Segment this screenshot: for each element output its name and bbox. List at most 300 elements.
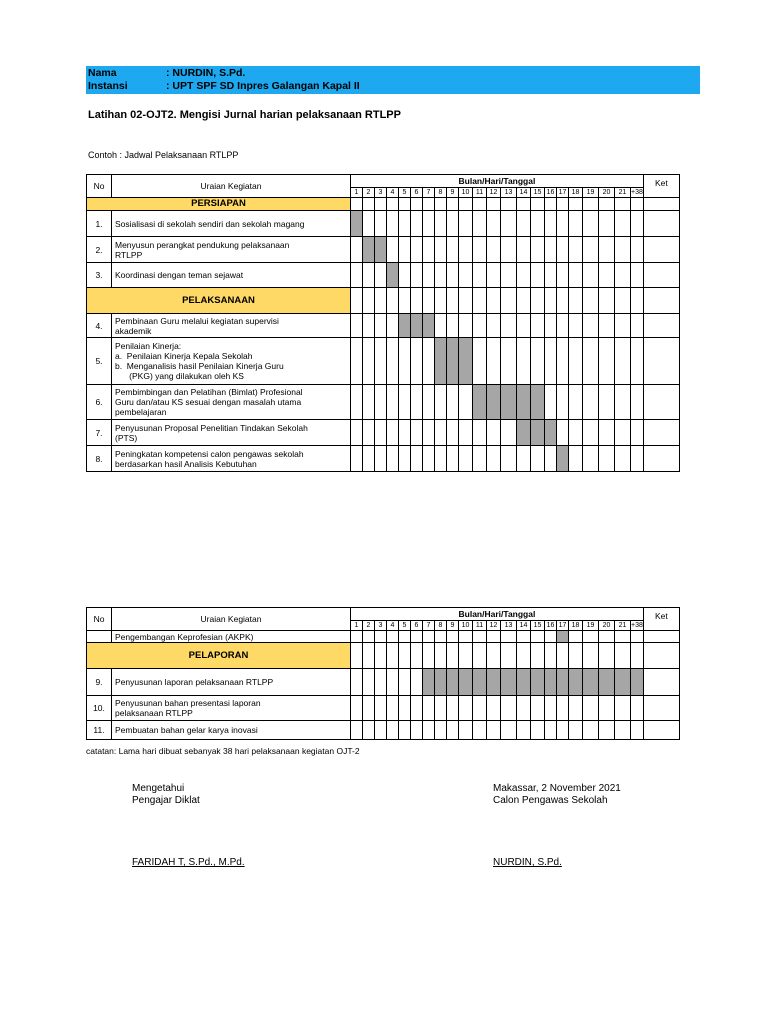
schedule-cell: [447, 696, 459, 721]
schedule-cell: [501, 263, 517, 288]
schedule-cell-filled: [501, 385, 517, 420]
day-header: 18: [569, 188, 583, 198]
activity-description: [112, 669, 351, 696]
schedule-cell: [399, 288, 411, 314]
schedule-cell: [423, 643, 435, 669]
row-number: 3.: [87, 263, 112, 288]
schedule-cell: [351, 696, 363, 721]
schedule-cell: [387, 338, 399, 385]
schedule-cell: [501, 696, 517, 721]
day-header: 2: [363, 188, 375, 198]
schedule-cell: [569, 338, 583, 385]
schedule-cell: [599, 237, 615, 263]
row-number: 8.: [87, 446, 112, 472]
schedule-cell: [631, 237, 644, 263]
schedule-cell: [501, 314, 517, 338]
note-text: catatan: Lama hari dibuat sebanyak 38 hari pelaksanaan kegiatan OJT-2: [86, 746, 360, 756]
schedule-cell: [631, 263, 644, 288]
example-caption: Contoh : Jadwal Pelaksanaan RTLPP: [88, 150, 239, 160]
schedule-cell: [531, 446, 545, 472]
schedule-cell: [435, 198, 447, 211]
schedule-cell-filled: [487, 669, 501, 696]
schedule-cell: [459, 263, 473, 288]
schedule-cell: [375, 420, 387, 446]
schedule-cell: [473, 237, 487, 263]
schedule-cell: [615, 314, 631, 338]
schedule-cell: [387, 198, 399, 211]
schedule-cell: [517, 263, 531, 288]
schedule-cell: [569, 263, 583, 288]
ket-cell: [643, 631, 679, 643]
schedule-cell: [501, 211, 517, 237]
row-number: 9.: [87, 669, 112, 696]
schedule-cell: [473, 721, 487, 740]
activity-line: Penilaian Kinerja:: [115, 341, 182, 351]
activity-row: [87, 696, 680, 721]
schedule-cell-filled: [363, 237, 375, 263]
schedule-cell: [423, 288, 435, 314]
schedule-cell: [531, 721, 545, 740]
schedule-cell: [399, 669, 411, 696]
schedule-cell: [569, 314, 583, 338]
schedule-cell: [557, 721, 569, 740]
ket-cell: [643, 696, 679, 721]
row-number: 5.: [87, 338, 112, 385]
schedule-cell: [599, 446, 615, 472]
schedule-cell: [423, 211, 435, 237]
schedule-cell: [631, 198, 644, 211]
schedule-cell: [459, 288, 473, 314]
schedule-cell-filled: [447, 669, 459, 696]
day-header: 21: [615, 188, 631, 198]
schedule-cell: [399, 263, 411, 288]
day-header: 6: [411, 188, 423, 198]
schedule-cell: [447, 211, 459, 237]
schedule-cell: [631, 211, 644, 237]
day-header: 13: [501, 621, 517, 631]
schedule-cell: [411, 420, 423, 446]
schedule-cell: [599, 420, 615, 446]
schedule-cell-filled: [599, 669, 615, 696]
schedule-cell: [517, 338, 531, 385]
schedule-cell: [583, 338, 599, 385]
schedule-cell-filled: [557, 669, 569, 696]
schedule-cell: [631, 338, 644, 385]
activity-row: [87, 314, 680, 338]
schedule-cell: [501, 288, 517, 314]
schedule-cell-filled: [501, 669, 517, 696]
schedule-cell: [583, 643, 599, 669]
schedule-cell: [351, 198, 363, 211]
day-header: 9: [447, 188, 459, 198]
day-header: 5: [399, 621, 411, 631]
schedule-cell: [363, 288, 375, 314]
schedule-cell: [447, 446, 459, 472]
activity-line: Koordinasi dengan teman sejawat: [115, 270, 244, 280]
activity-line: Pengembangan Keprofesian (AKPK): [115, 631, 254, 642]
schedule-cell: [501, 338, 517, 385]
schedule-cell: [387, 669, 399, 696]
day-header: 8: [435, 188, 447, 198]
nama-value: : NURDIN, S.Pd.: [166, 67, 246, 79]
schedule-cell: [363, 338, 375, 385]
schedule-cell: [375, 338, 387, 385]
schedule-cell: [615, 643, 631, 669]
schedule-cell: [363, 420, 375, 446]
uraian-header: Uraian Kegiatan: [112, 608, 351, 631]
schedule-cell: [363, 385, 375, 420]
row-number: [87, 631, 112, 643]
signature-right-line2: Calon Pengawas Sekolah: [493, 795, 608, 806]
activity-description: [112, 314, 351, 338]
activity-line: Penyusunan Proposal Penelitian Tindakan Sekolah: [115, 422, 308, 433]
schedule-cell: [447, 288, 459, 314]
schedule-cell: [487, 263, 501, 288]
row-number: 2.: [87, 237, 112, 263]
schedule-cell: [517, 211, 531, 237]
schedule-cell-filled: [545, 420, 557, 446]
schedule-cell: [631, 631, 644, 643]
schedule-cell-filled: [459, 338, 473, 385]
schedule-cell: [583, 696, 599, 721]
activity-row: [87, 631, 680, 643]
schedule-cell: [583, 288, 599, 314]
schedule-cell: [599, 198, 615, 211]
activity-line: Penyusunan laporan pelaksanaan RTLPP: [115, 677, 274, 687]
schedule-cell: [569, 211, 583, 237]
schedule-cell: [435, 314, 447, 338]
schedule-cell: [387, 446, 399, 472]
schedule-cell: [615, 696, 631, 721]
schedule-cell: [447, 721, 459, 740]
day-header: 12: [487, 621, 501, 631]
schedule-cell: [557, 263, 569, 288]
schedule-cell: [387, 237, 399, 263]
schedule-cell: [351, 288, 363, 314]
schedule-cell: [375, 211, 387, 237]
activity-description: [112, 211, 351, 237]
schedule-cell: [435, 211, 447, 237]
schedule-cell: [615, 385, 631, 420]
schedule-cell: [599, 696, 615, 721]
schedule-cell: [459, 198, 473, 211]
schedule-cell: [545, 237, 557, 263]
ket-cell: [643, 446, 679, 472]
activity-line: Guru dan/atau KS sesuai dengan masalah utama: [115, 397, 302, 407]
day-header: 8: [435, 621, 447, 631]
schedule-cell: [399, 696, 411, 721]
activity-description: [112, 385, 351, 420]
row-number: 4.: [87, 314, 112, 338]
instansi-value: : UPT SPF SD Inpres Galangan Kapal II: [166, 80, 360, 92]
schedule-cell-filled: [569, 669, 583, 696]
schedule-cell: [435, 721, 447, 740]
schedule-cell: [411, 198, 423, 211]
schedule-cell-filled: [459, 669, 473, 696]
activity-line: Pembinaan Guru melalui kegiatan supervisi: [115, 315, 279, 326]
schedule-cell: [459, 420, 473, 446]
activity-line: berdasarkan hasil Analisis Kebutuhan: [115, 458, 257, 469]
schedule-cell: [473, 338, 487, 385]
schedule-cell: [569, 420, 583, 446]
day-header: 10: [459, 188, 473, 198]
schedule-cell: [375, 669, 387, 696]
activity-row: [87, 263, 680, 288]
schedule-cell-filled: [447, 338, 459, 385]
schedule-cell: [487, 338, 501, 385]
section-row: [87, 643, 680, 669]
schedule-cell: [351, 446, 363, 472]
schedule-cell: [351, 237, 363, 263]
schedule-cell: [423, 263, 435, 288]
schedule-cell: [631, 385, 644, 420]
activity-description: [112, 237, 351, 263]
schedule-cell: [423, 696, 435, 721]
schedule-cell: [351, 314, 363, 338]
schedule-cell: [435, 446, 447, 472]
schedule-cell: [411, 211, 423, 237]
schedule-cell: [517, 643, 531, 669]
schedule-cell: [473, 446, 487, 472]
schedule-cell: [473, 696, 487, 721]
schedule-cell: [435, 696, 447, 721]
section-label: PERSIAPAN: [87, 198, 351, 211]
schedule-cell-filled: [631, 669, 644, 696]
schedule-cell: [545, 643, 557, 669]
schedule-cell: [583, 420, 599, 446]
activity-line: pelaksanaan RTLPP: [115, 708, 193, 718]
activity-row: [87, 721, 680, 740]
schedule-cell: [423, 631, 435, 643]
schedule-cell: [599, 263, 615, 288]
ket-cell: [643, 338, 679, 385]
schedule-cell: [375, 314, 387, 338]
schedule-cell: [363, 446, 375, 472]
activity-line: (PKG) yang dilakukan oleh KS: [115, 371, 244, 381]
schedule-cell: [387, 721, 399, 740]
schedule-cell: [435, 288, 447, 314]
schedule-table-2: [86, 607, 680, 740]
schedule-cell: [459, 211, 473, 237]
signature-left-line2: Pengajar Diklat: [132, 795, 200, 806]
schedule-cell: [399, 643, 411, 669]
day-header: 7: [423, 621, 435, 631]
schedule-cell: [487, 420, 501, 446]
schedule-cell-filled: [517, 420, 531, 446]
schedule-cell: [569, 237, 583, 263]
schedule-cell: [375, 198, 387, 211]
uraian-header: Uraian Kegiatan: [112, 175, 351, 198]
schedule-cell: [459, 314, 473, 338]
schedule-cell: [487, 721, 501, 740]
page-title: Latihan 02-OJT2. Mengisi Jurnal harian pelaksanaan RTLPP: [88, 109, 401, 121]
ket-header: Ket: [643, 175, 679, 198]
schedule-cell: [501, 198, 517, 211]
schedule-cell: [487, 643, 501, 669]
schedule-cell-filled: [411, 314, 423, 338]
schedule-cell: [569, 198, 583, 211]
schedule-cell: [459, 631, 473, 643]
schedule-cell: [473, 198, 487, 211]
day-header: 17: [557, 188, 569, 198]
schedule-cell: [557, 314, 569, 338]
schedule-cell: [411, 696, 423, 721]
activity-description: [112, 631, 351, 643]
schedule-cell: [351, 669, 363, 696]
schedule-cell-filled: [517, 669, 531, 696]
bulan-header: Bulan/Hari/Tanggal: [351, 608, 644, 621]
schedule-cell: [545, 288, 557, 314]
schedule-cell-filled: [435, 669, 447, 696]
schedule-cell: [423, 198, 435, 211]
schedule-cell: [615, 631, 631, 643]
schedule-cell: [447, 631, 459, 643]
ket-cell: [643, 721, 679, 740]
signature-left-line1: Mengetahui: [132, 783, 185, 794]
instansi-label: Instansi: [88, 80, 128, 92]
schedule-cell: [387, 643, 399, 669]
schedule-cell: [557, 338, 569, 385]
signature-right-name-wrap: [493, 857, 562, 869]
schedule-cell: [473, 263, 487, 288]
schedule-cell: [473, 643, 487, 669]
ket-cell: [643, 237, 679, 263]
schedule-cell: [351, 631, 363, 643]
ket-cell: [643, 263, 679, 288]
schedule-cell: [487, 314, 501, 338]
schedule-cell: [363, 721, 375, 740]
schedule-cell: [557, 385, 569, 420]
day-header: 7: [423, 188, 435, 198]
schedule-cell: [459, 446, 473, 472]
schedule-cell: [351, 721, 363, 740]
schedule-cell: [473, 211, 487, 237]
schedule-cell: [447, 643, 459, 669]
schedule-cell: [487, 696, 501, 721]
bulan-header: Bulan/Hari/Tanggal: [351, 175, 644, 188]
schedule-cell: [615, 263, 631, 288]
day-header: 15: [531, 621, 545, 631]
day-header: 9: [447, 621, 459, 631]
schedule-cell: [375, 288, 387, 314]
schedule-cell: [459, 696, 473, 721]
schedule-cell: [545, 198, 557, 211]
schedule-cell: [517, 237, 531, 263]
schedule-cell: [557, 420, 569, 446]
schedule-cell: [411, 263, 423, 288]
schedule-cell: [531, 643, 545, 669]
day-header: 6: [411, 621, 423, 631]
signature-left-name: FARIDAH T, S.Pd., M.Pd.: [132, 857, 245, 868]
activity-row: [87, 420, 680, 446]
day-header: 4: [387, 621, 399, 631]
schedule-cell-filled: [557, 446, 569, 472]
schedule-cell: [423, 721, 435, 740]
schedule-cell: [615, 288, 631, 314]
row-number: 1.: [87, 211, 112, 237]
schedule-cell: [545, 446, 557, 472]
schedule-cell: [363, 669, 375, 696]
row-number: 6.: [87, 385, 112, 420]
schedule-cell-filled: [545, 669, 557, 696]
row-number: 11.: [87, 721, 112, 740]
schedule-cell: [517, 446, 531, 472]
schedule-cell: [517, 721, 531, 740]
schedule-cell: [351, 263, 363, 288]
ket-cell: [643, 420, 679, 446]
schedule-cell: [531, 263, 545, 288]
schedule-cell: [531, 338, 545, 385]
schedule-cell: [411, 721, 423, 740]
schedule-cell: [631, 721, 644, 740]
schedule-cell: [615, 198, 631, 211]
schedule-cell: [545, 338, 557, 385]
day-header: 20: [599, 621, 615, 631]
schedule-cell: [631, 446, 644, 472]
schedule-cell: [423, 338, 435, 385]
schedule-cell: [583, 198, 599, 211]
schedule-cell: [387, 314, 399, 338]
schedule-cell: [435, 237, 447, 263]
schedule-cell-filled: [531, 385, 545, 420]
schedule-cell: [615, 420, 631, 446]
schedule-cell: [531, 211, 545, 237]
schedule-cell-filled: [531, 420, 545, 446]
schedule-cell: [363, 263, 375, 288]
schedule-cell: [363, 696, 375, 721]
schedule-cell: [375, 721, 387, 740]
schedule-cell: [375, 446, 387, 472]
section-row: [87, 288, 680, 314]
activity-description: [112, 696, 351, 721]
schedule-cell: [631, 314, 644, 338]
activity-row: [87, 211, 680, 237]
activity-description: [112, 263, 351, 288]
schedule-cell: [399, 446, 411, 472]
schedule-cell: [473, 631, 487, 643]
schedule-cell: [487, 446, 501, 472]
schedule-cell: [411, 288, 423, 314]
schedule-cell: [501, 631, 517, 643]
day-header: 4: [387, 188, 399, 198]
schedule-cell: [615, 211, 631, 237]
schedule-cell: [399, 211, 411, 237]
schedule-cell: [411, 338, 423, 385]
schedule-cell: [351, 385, 363, 420]
schedule-cell: [569, 446, 583, 472]
schedule-cell: [387, 288, 399, 314]
activity-description: [112, 420, 351, 446]
schedule-cell: [411, 237, 423, 263]
schedule-cell: [375, 643, 387, 669]
schedule-cell: [569, 385, 583, 420]
schedule-cell: [363, 211, 375, 237]
schedule-cell: [583, 237, 599, 263]
schedule-cell: [599, 211, 615, 237]
schedule-cell: [423, 420, 435, 446]
schedule-cell: [363, 314, 375, 338]
schedule-cell: [557, 237, 569, 263]
schedule-cell-filled: [487, 385, 501, 420]
schedule-cell: [473, 314, 487, 338]
schedule-cell: [501, 721, 517, 740]
section-label: PELAPORAN: [87, 643, 351, 669]
schedule-cell: [545, 385, 557, 420]
schedule-cell: [531, 288, 545, 314]
activity-line: Menyusun perangkat pendukung pelaksanaan: [115, 239, 290, 250]
day-header: +38: [631, 621, 643, 629]
day-header: 16: [545, 188, 557, 198]
